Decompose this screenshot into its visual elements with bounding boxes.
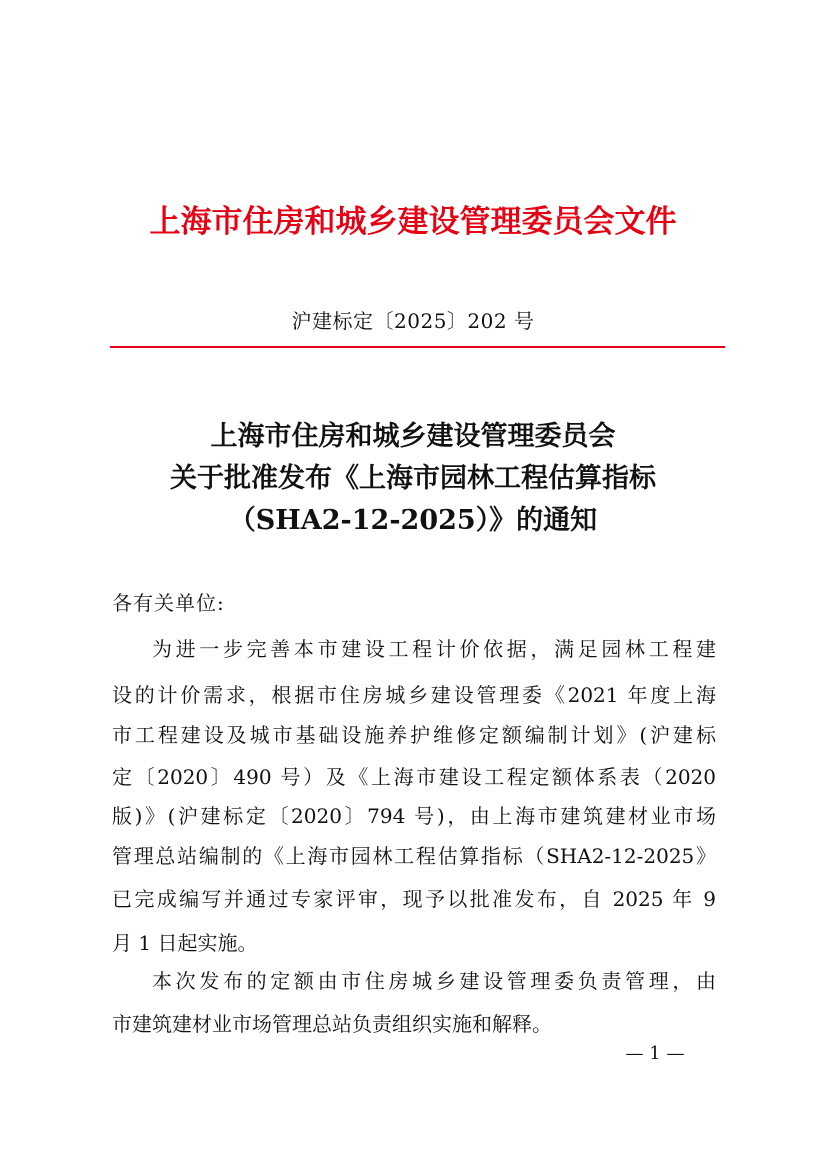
body-line: 设的计价需求，根据市住房城乡建设管理委《2021 年度上海 — [112, 683, 716, 707]
salutation: 各有关单位: — [112, 591, 225, 615]
body-line: 月 1 日起实施。 — [112, 931, 258, 955]
body-line: 版)》(沪建标定〔2020〕794 号)，由上海市建筑建材业市场 — [112, 804, 716, 828]
body-line: 市工程建设及城市基础设施养护维修定额编制计划》(沪建标 — [112, 723, 716, 747]
body-line: 本次发布的定额由市住房城乡建设管理委负责管理，由 — [152, 969, 716, 993]
body-line: 市建筑建材业市场管理总站负责组织实施和解释。 — [112, 1012, 552, 1036]
body-line: 为进一步完善本市建设工程计价依据，满足园林工程建 — [152, 637, 716, 661]
page-number: — 1 — — [625, 1043, 685, 1064]
document-title-line-1: 上海市住房和城乡建设管理委员会 — [210, 421, 616, 452]
body-line: 已完成编写并通过专家评审，现予以批准发布，自 2025 年 9 — [112, 887, 716, 911]
issuer-header-title: 上海市住房和城乡建设管理委员会文件 — [149, 204, 677, 240]
body-line: 管理总站编制的《上海市园林工程估算指标（SHA2-12-2025》 — [112, 844, 716, 868]
document-number: 沪建标定〔2025〕202 号 — [291, 309, 535, 333]
document-title-line-3: （SHA2-12-2025）》的通知 — [228, 505, 598, 536]
red-divider-line — [110, 346, 725, 348]
document-title-line-2: 关于批准发布《上海市园林工程估算指标 — [170, 463, 656, 494]
body-line: 定〔2020〕490 号）及《上海市建设工程定额体系表（2020 — [112, 765, 716, 789]
